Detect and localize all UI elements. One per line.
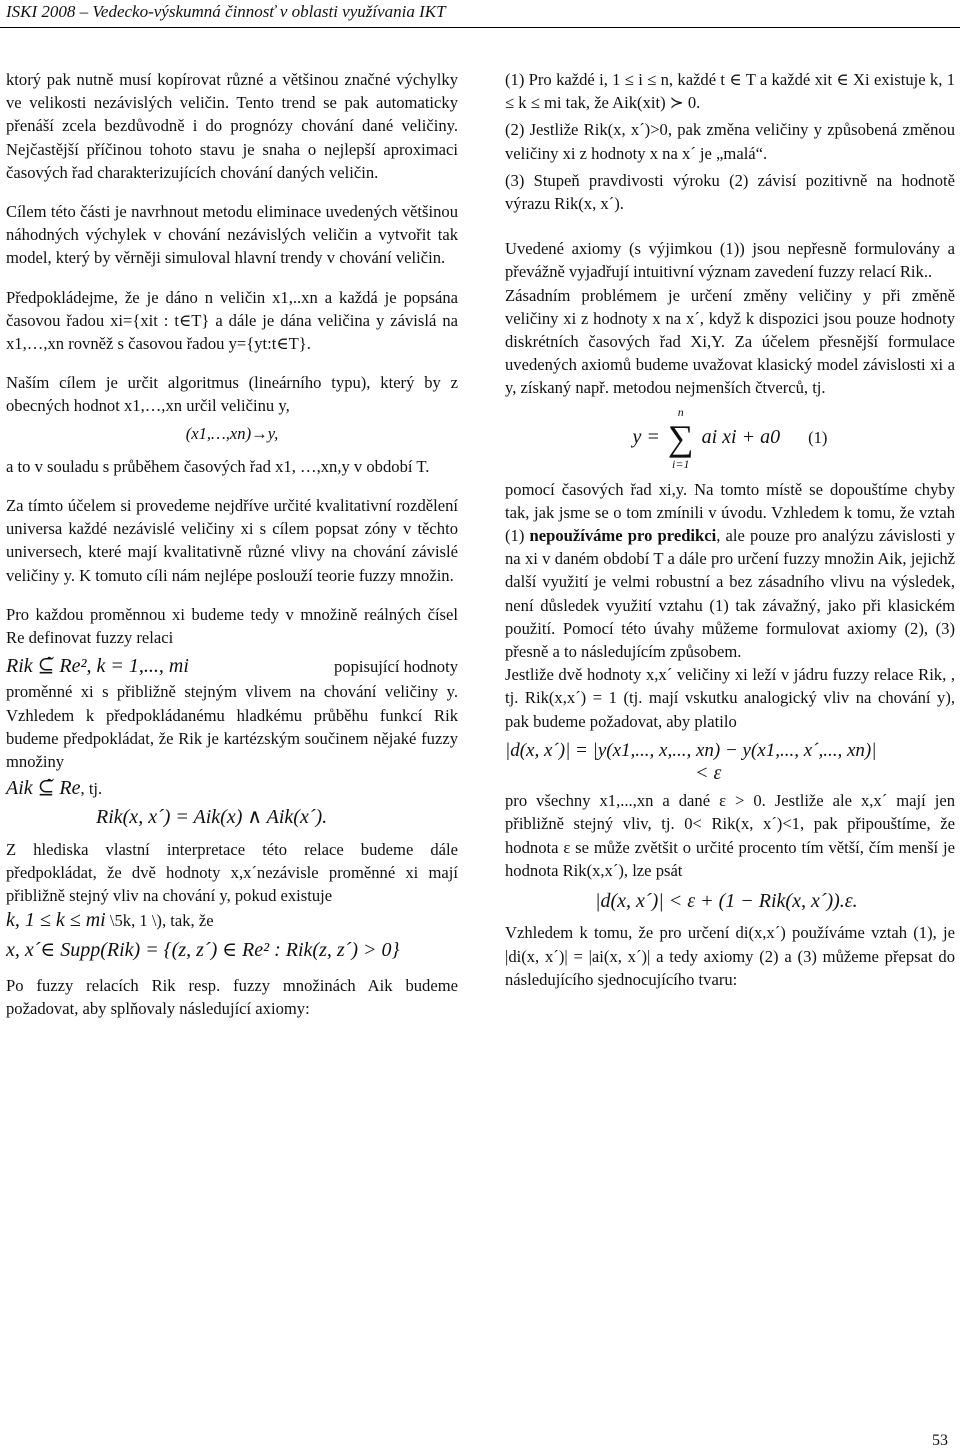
- axiom-3: (3) Stupeň pravdivosti výroku (2) závisí pozitivně na hodnotě výrazu Rik(x, x´).: [505, 170, 955, 214]
- equation: x, x´∈ Supp(Rik) = {(z, z´) ∈ Re² : Rik(z, z´) > 0}: [6, 938, 400, 961]
- equation: (x1,…,xn)→y,: [185, 423, 279, 443]
- paragraph: a to v souladu s průběhem časových řad x1, …,xn,y v období T.: [6, 456, 430, 476]
- sum-lower-limit: i=1: [672, 456, 690, 471]
- paragraph: Jestliže dvě hodnoty x,x´ veličiny xi leží v jádru fuzzy relace Rik, , tj. Rik(x,x´) = 1 (tj. mají vskutku analogický vliv na chování y), pak budeme požadovat, aby platilo: [505, 665, 955, 731]
- text-run: pomocí časových řad xi,y. Na tomto místě se dopouštíme chyby tak, jak jsme se o tom zmínili v úvodu. Vzhledem k tomu, že vztah (1): [505, 479, 955, 546]
- page-number: 53: [932, 1432, 948, 1449]
- axiom-2: (2) Jestliže Rik(x, x´)>0, pak změna veličiny y způsobená změnou veličiny xi z hodnoty x na x´ je „malá“.: [505, 120, 955, 163]
- equation: Aik ⊆̃ Re: [6, 777, 81, 800]
- equation-number: (1): [808, 428, 828, 448]
- paragraph: Cílem této části je navrhnout metodu eliminace uvedených většinou náhodných výchylek v chování nezávislých veličin a vytvořit tak model, který by věrněji simuloval hlavní trendy v chování veličin.: [6, 202, 458, 268]
- paragraph: Zásadním problémem je určení změny veličiny y při změně veličiny xi z hodnoty x na x´, když k dispozici jsou pouze hodnoty diskrétních časových řad Xi,Y. Za účelem přesnější formulace uvedených axiomů budeme uvažovat klasický model závislosti xi a y, získaný např. metodou nejmenších čtverců, tj.: [505, 285, 955, 398]
- bold-text: nepoužíváme pro predikci: [529, 526, 717, 546]
- paragraph: Po fuzzy relacích Rik resp. fuzzy množinách Aik budeme požadovat, aby splňovaly následující axiomy:: [6, 975, 458, 1018]
- paragraph: Pro každou proměnnou xi budeme tedy v množině reálných čísel Re definovat fuzzy relaci: [6, 604, 458, 648]
- equation-tail: popisující hodnoty: [334, 657, 458, 677]
- axiom-1: (1) Pro každé i, 1 ≤ i ≤ n, každé t ∈ T a každé xit ∈ Xi existuje k, 1 ≤ k ≤ mi tak, že Aik(xit) ≻ 0.: [505, 70, 955, 113]
- equation: |d(x, x´)| < ε + (1 − Rik(x, x´)).ε.: [595, 890, 858, 913]
- running-header: ISKI 2008 – Vedecko-výskumná činnosť v oblasti využívania IKT: [6, 2, 446, 21]
- equation-tail: , tj.: [80, 779, 103, 799]
- right-column: [505, 68, 955, 991]
- sum-upper-limit: n: [677, 404, 684, 419]
- paragraph: Uvedené axiomy (s výjimkou (1)) jsou nepřesně formulovány a převážně vyjadřují intuitivní význam zavedení fuzzy relací Rik..: [505, 239, 955, 282]
- paragraph: ktorý pak nutně musí kopírovat různé a většinou značné výchylky ve velikosti nezávislých veličin. Tento trend se pak automaticky přenáší zcela bezdůvodně i do prognózy chování dané veličiny. Nejčastější příčinou tohoto stavu je snaha o nejlepší aproximaci časových řad charakterizujících chování daných veličin.: [6, 70, 458, 182]
- sum-lhs: y =: [632, 426, 660, 449]
- paragraph: Vzhledem k tomu, že pro určení di(x,x´) používáme vztah (1), je |di(x, x´)| = |ai(x, x´)| a tedy axiomy (2) a (3) můžeme přepsat do následujícího sjednocujícího tvaru:: [505, 923, 955, 989]
- sum-rhs: ai xi + a0: [701, 426, 781, 449]
- paragraph: pro všechny x1,...,xn a dané ε > 0. Jestliže ale x,x´ mají jen přibližně stejný vliv, tj. 0< Rik(x, x´)<1, pak připouštíme, že hodnota ε se může zvětšit o určité procento tím větší, čím menší je hodnota Rik(x,x´), lze psát: [505, 791, 955, 880]
- equation: Rik ⊆̃ Re², k = 1,..., mi: [6, 655, 189, 678]
- equation: < ε: [695, 762, 722, 785]
- sum-equation: [505, 404, 955, 472]
- paragraph: Za tímto účelem si provedeme nejdříve určité kvalitativní rozdělení universa každé nezávislé veličiny xi s cílem popsat zóny v těchto universech, které mají kvalitativně různé vlivy na chování závislé veličiny y. K tomuto cíli nám nejlépe poslouží teorie fuzzy množin.: [6, 496, 458, 585]
- equation-tail: \5k, 1 \), tak, že: [109, 911, 214, 931]
- equation: k, 1 ≤ k ≤ mi: [6, 909, 106, 932]
- header-rule: [0, 27, 960, 28]
- left-column: [6, 68, 458, 1036]
- equation: |d(x, x´)| = |y(x1,..., x,..., xn) − y(x1,..., x´,..., xn)|: [505, 739, 877, 761]
- paragraph: Naším cílem je určit algoritmus (lineárního typu), který by z obecných hodnot x1,…,xn určil veličinu y,: [6, 373, 458, 416]
- equation: Rik(x, x´) = Aik(x) ∧ Aik(x´).: [96, 806, 328, 829]
- sum-sign-icon: ∑: [667, 417, 694, 458]
- paragraph: Z hlediska vlastní interpretace této relace budeme dále předpokládat, že dvě hodnoty x,x´nezávisle proměnné xi mají přibližně stejný vliv na chování y, pokud existuje: [6, 839, 458, 906]
- paragraph: proměnné xi s přibližně stejným vlivem na chování veličiny y. Vzhledem k předpokládanému hladkému průběhu funkcí Rik budeme předpokládat, že Rik je kartézským součinem nějaké fuzzy množiny: [6, 682, 458, 772]
- paragraph: Předpokládejme, že je dáno n veličin x1,..xn a každá je popsána časovou řadou xi={xit : t∈T} a dále je dána veličina y závislá na x1,…,xn rovněž s časovou řadou y={yt:t∈T}.: [6, 287, 458, 354]
- paragraph: [505, 478, 955, 664]
- text-run: , ale pouze pro analýzu závislosti y na xi v daném období T a dále pro určení fuzzy množin Aik, jejichž další využití je velmi robustní a bez zásadního vlivu na výsledek, není důsledek využití vztahu (1) tak závažný, jako při klasickém použití. Pomocí této úvahy můžeme formulovat axiomy (2), (3) přesně a to následujícím způsobem.: [505, 526, 955, 662]
